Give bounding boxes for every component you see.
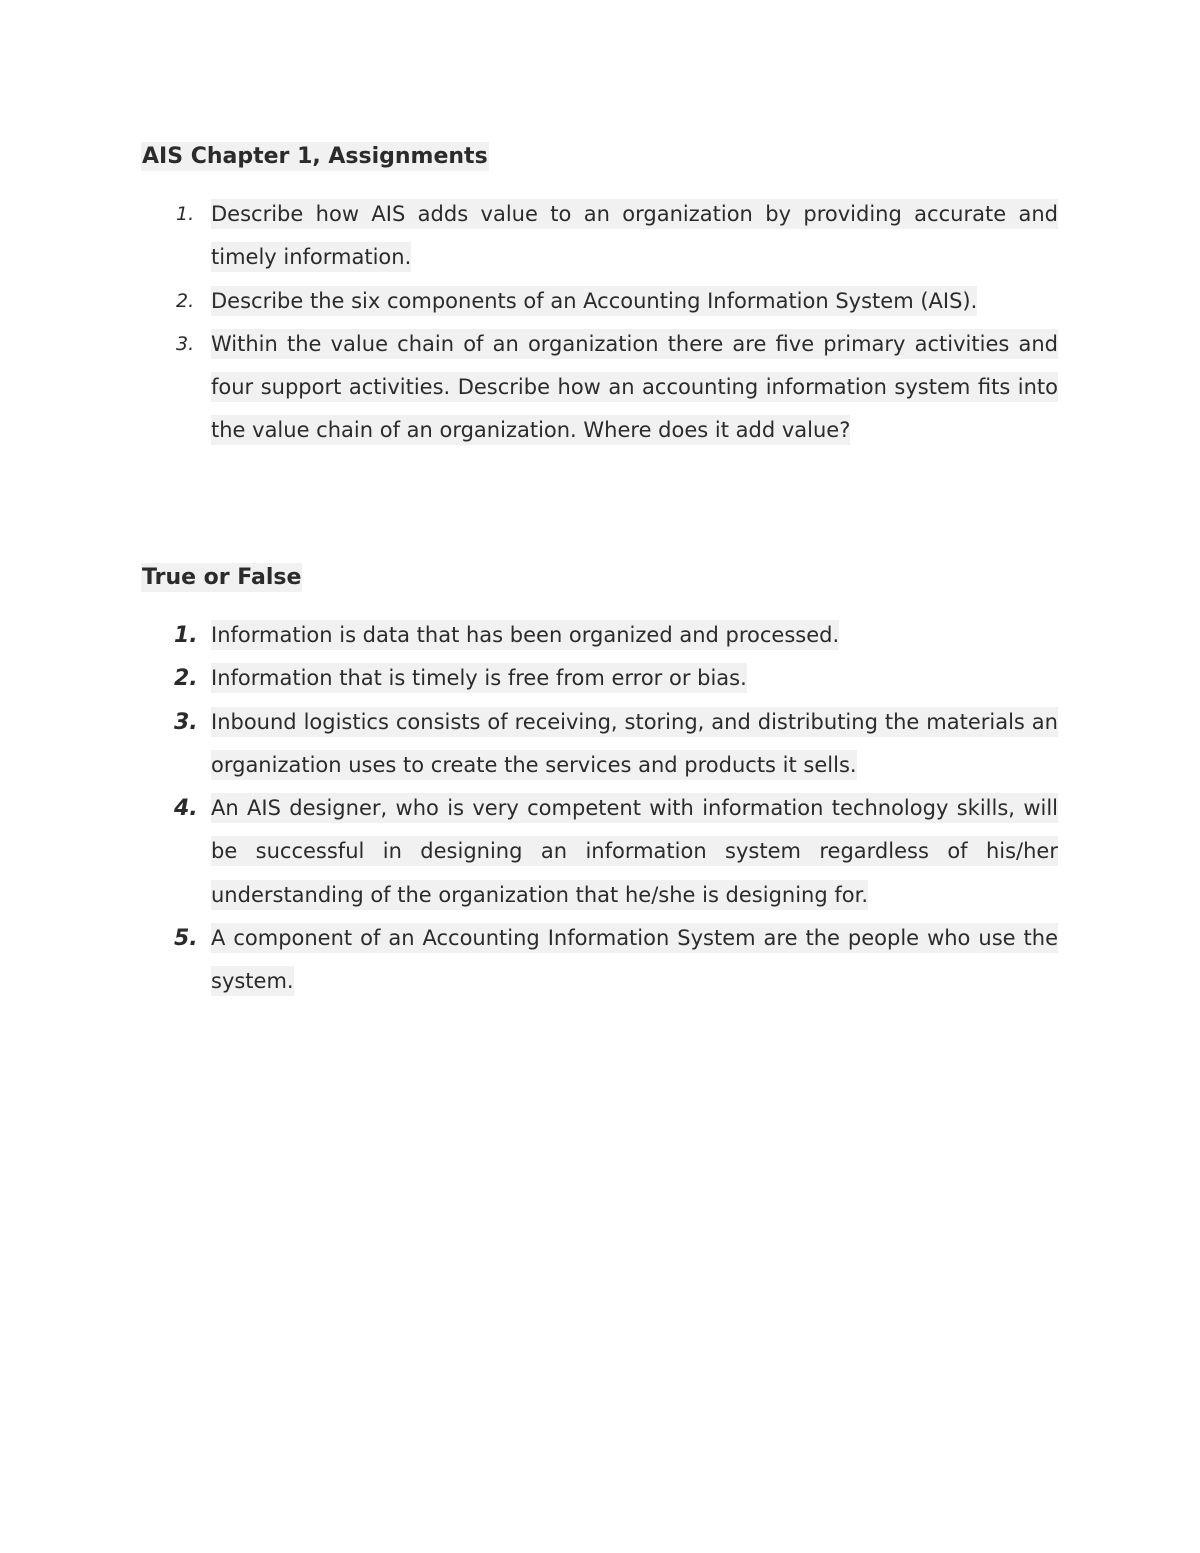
item-number: 3.: [176, 332, 195, 355]
item-number: 2.: [176, 289, 195, 312]
assignments-list: [141, 193, 1058, 453]
true-false-list: [141, 614, 1058, 1004]
item-number: 5.: [174, 926, 198, 952]
list-item: [141, 917, 1058, 1004]
item-text: Inbound logistics consists of receiving, storing, and distributing the materials an organization uses to create the services and products it sells.: [211, 707, 1058, 780]
item-number: 4.: [174, 796, 198, 822]
list-item: [141, 280, 1058, 323]
item-text: Describe the six components of an Accounting Information System (AIS).: [211, 286, 977, 316]
item-text: Information that is timely is free from error or bias.: [211, 663, 747, 693]
list-item: [141, 323, 1058, 453]
item-text: An AIS designer, who is very competent with information technology skills, will be successful in designing an information system regardless of his/her understanding of the organization that he/she is designing for.: [211, 793, 1058, 910]
item-text: A component of an Accounting Information System are the people who use the system.: [211, 923, 1058, 996]
assignments-heading: AIS Chapter 1, Assignments: [142, 144, 488, 169]
list-item: [141, 614, 1058, 657]
item-text: Information is data that has been organized and processed.: [211, 620, 839, 650]
list-item: [141, 701, 1058, 788]
item-number: 2.: [174, 666, 198, 692]
item-text: Describe how AIS adds value to an organization by providing accurate and timely information.: [211, 199, 1058, 272]
true-false-heading: True or False: [142, 565, 302, 590]
item-number: 3.: [174, 709, 198, 735]
list-item: [141, 657, 1058, 700]
item-text: Within the value chain of an organization there are five primary activities and four support activities. Describe how an accounting information system fits into the value chain of an organization. Where does it add value?: [211, 329, 1058, 446]
list-item: [141, 193, 1058, 280]
item-number: 1.: [176, 203, 195, 225]
list-item: [141, 787, 1058, 917]
item-number: 1.: [174, 623, 198, 648]
